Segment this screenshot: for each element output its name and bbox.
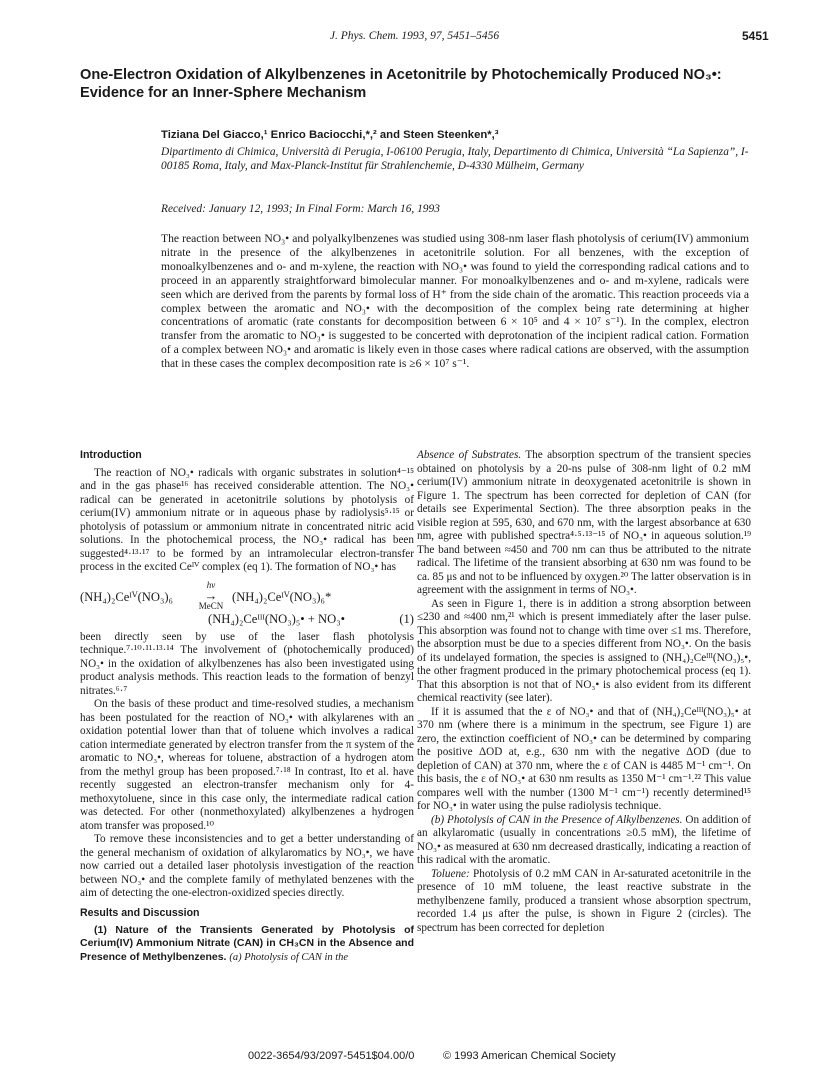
subsection-bold: (1) Nature of the Transients Generated by Photolysis of Cerium(IV) Ammonium Nitrate (CAN) in CH₃CN in the Absence and Presence of Methylbenzenes.: [80, 924, 414, 963]
intro-paragraph-1: The reaction of NO₃• radicals with organic substrates in solution⁴⁻¹⁵ and in the gas phase¹⁶ has received considerable attention. The NO₃• radical can be generated in acetonitrile solutions by photolysis of cerium(IV) ammonium nitrate or in aqueous phase by radiolysis⁵·¹⁵ or photolysis of potassium or ammonium nitrate in concentrated nitric acid solutions. In the photochemical process, the NO₃• radical has been suggested⁴·¹³·¹⁷ to be formed by an intramolecular electron-transfer process in the excited Ceᴵⱽ complex (eq 1). The formation of NO₃• has: [80, 466, 414, 573]
section-heading-introduction: Introduction: [80, 449, 142, 461]
intro-paragraph-2: been directly seen by use of the laser flash photolysis technique.⁷·¹⁰·¹¹·¹³·¹⁴ The involvement of (photochemically produced) NO₃• in the oxidation of alkylbenzenes has also been investigated using product analysis methods. This reaction leads to the formation of benzyl nitrates.⁶·⁷: [80, 630, 414, 697]
page-number: 5451: [742, 29, 769, 43]
paragraph-lead: Absence of Substrates.: [417, 449, 522, 461]
paragraph-lead: (b) Photolysis of CAN in the Presence of Alkylbenzenes.: [431, 813, 683, 826]
intro-paragraph-3: On the basis of these product and time-resolved studies, a mechanism has been postulated for the reaction of NO₃• with alkylarenes with an oxidation potential lower than that of toluene which involves a radical cation intermediate generated by electron transfer from the π system of the aromatic to NO₃•, whereas for toluene, abstraction of a hydrogen atom from the methyl group has been proposed.⁷·¹⁸ In contrast, Ito et al. have recently suggested an electron-transfer mechanism only for 4-methoxytoluene, since in this case only, the intermediate radical cation was detected. For other (nonmethoxylated) alkylbenzenes a hydrogen atom transfer was proposed.¹⁰: [80, 698, 414, 832]
equation-hv: hν: [206, 579, 216, 590]
left-column: [80, 449, 414, 964]
arrow-icon: →: [204, 587, 218, 603]
results-paragraph-2: As seen in Figure 1, there is in addition a strong absorption between ≤230 and ≈400 nm,²¹ which is present immediately after the laser pulse. This absorption was found not to change with time over ≤1 ms. Therefore, the absorption must be due to a species different from NO₃•. On the basis of its undelayed formation, the species is assigned to (NH₄)₂Ceᴵᴵᴵ(NO₃)₅•, the other fragment produced in the primary photochemical process (eq 1). That this absorption is not that of NO₃• is also evident from its different chemical reactivity (see later).: [417, 597, 751, 704]
abstract: The reaction between NO₃• and polyalkylbenzenes was studied using 308-nm laser flash photolysis of cerium(IV) ammonium nitrate in the presence of the alkylbenzenes in acetonitrile solution. For all benzenes, with the exception of monoalkylbenzenes and o- and m-xylene, the reaction with NO₃• was found to yield the corresponding radical cations and to proceed in an apparently straightforward bimolecular manner. For monoalkylbenzenes and o- and m-xylene, radicals were seen which are derived from the parents by formal loss of H⁺ from the side chain of the aromatic. This reaction proceeds via a complex between the aromatic and NO₃• with the decomposition of the complex being rate determining at higher concentrations of aromatic (rate constants for decomposition between 6 × 10⁵ and 4 × 10⁷ s⁻¹). In the complex, electron transfer from the aromatic to NO₃• is suggested to be concerted with deprotonation of the incipient radical cation. Formation of a complex between NO₃• and aromatic is likely even in those cases where radical cations are observed, with the assumption that in these cases the complex decomposition rate is ≥6 × 10⁷ s⁻¹.: [161, 232, 749, 371]
equation-number: (1): [399, 611, 414, 626]
results-paragraph-1: [417, 449, 751, 598]
paragraph-lead: Toluene:: [431, 867, 470, 880]
author-list: Tiziana Del Giacco,¹ Enrico Baciocchi,*,² and Steen Steenken*,³: [161, 129, 499, 141]
results-paragraph-4: [417, 814, 751, 868]
paragraph-body: On addition of an alkylaromatic (usually in concentrations ≥0.5 mM), the lifetime of NO₃• as measured at 630 nm decreased drastically, indicating a reaction of this radical with the aromatic.: [417, 813, 751, 866]
equation-arrow: [193, 580, 229, 611]
affiliation: Dipartimento di Chimica, Università di Perugia, I-06100 Perugia, Italy, Departimento di Chimica, Università “La Sapienza”, I-00185 Roma, Italy, and Max-Planck-Institut für Strahlenchemie, D-4330 Mülheim, Germany: [161, 146, 749, 172]
received-dates: Received: January 12, 1993; In Final Form: March 16, 1993: [161, 203, 440, 215]
copyright: © 1993 American Chemical Society: [443, 1050, 616, 1062]
paper-title: One-Electron Oxidation of Alkylbenzenes in Acetonitrile by Photochemically Produced NO₃•: Evidence for an Inner-Sphere Mechanism: [80, 67, 722, 101]
results-paragraph-3: If it is assumed that the ε of NO₃• and that of (NH₄)₂Ceᴵᴵᴵ(NO₃)₅• at 370 nm (where there is a minimum in the spectrum, see Figure 1) are zero, the extinction coefficient of NO₃• can be determined by comparing the positive ΔOD at, e.g., 630 nm with the negative ΔOD (due to depletion of CAN) at 370 nm, where the ε of CAN is 4485 M⁻¹ cm⁻¹. On this basis, the ε of NO₃• at 630 nm results as 1350 M⁻¹ cm⁻¹.²² This value compares well with the number (1300 M⁻¹ cm⁻¹) recently determined¹⁵ for NO₃• in water using the pulse radiolysis technique.: [417, 705, 751, 812]
equation-solvent: MeCN: [198, 600, 224, 611]
equation-1: [80, 579, 414, 629]
intro-paragraph-4: To remove these inconsistencies and to get a better understanding of the general mechanism of oxidation of alkylaromatics by NO₃•, we have now carried out a detailed laser photolysis investigation of the reaction between NO₃• and the complete family of methylated benzenes with the aim of detecting the one-electron-oxidized species directly.: [80, 833, 414, 899]
journal-header: J. Phys. Chem. 1993, 97, 5451–5456: [329, 30, 500, 42]
equation-intermediate: (NH₄)₂Ceᴵⱽ(NO₃)₆*: [232, 589, 332, 604]
equation-products: (NH₄)₂Ceᴵᴵᴵ(NO₃)₅• + NO₃•: [208, 611, 346, 626]
equation-reactant: (NH₄)₂Ceᴵⱽ(NO₃)₆: [80, 589, 173, 604]
subsection-heading-1: [80, 924, 414, 964]
right-column: [417, 449, 751, 935]
section-heading-results: Results and Discussion: [80, 906, 200, 919]
subsection-italic: (a) Photolysis of CAN in the: [229, 951, 349, 963]
paragraph-body: Photolysis of 0.2 mM CAN in Ar-saturated acetonitrile in the presence of 10 mM toluene, the least reactive substrate in the methylbenzene family, produced a transient whose absorption spectrum, recorded 1.4 μs after the pulse, is shown in Figure 2 (circles). The spectrum has been corrected for depletion: [417, 867, 751, 934]
document-code: 0022-3654/93/2097-5451$04.00/0: [248, 1050, 415, 1062]
results-paragraph-5: [417, 868, 751, 936]
paragraph-body: The absorption spectrum of the transient species obtained on photolysis by a 20-ns pulse of 308-nm light of 0.2 mM cerium(IV) ammonium nitrate in deoxygenated acetonitrile is shown in Figure 1. The spectrum has been corrected for depletion of CAN (for details see Experimental Section). The three absorption peaks in the visible region at 595, 630, and 670 nm, with the largest absorbance at 630 nm, agree with published spectra⁴·⁵·¹³⁻¹⁵ of NO₃• in aqueous solution.¹⁹ The band between ≈450 and 700 nm can thus be attributed to the nitrate radical. The lifetime of the transient absorbing at 630 nm was found to be ca. 85 μs and not to be influenced by oxygen.²⁰ The latter observation is in agreement with the assignment in terms of NO₃•.: [417, 449, 751, 596]
